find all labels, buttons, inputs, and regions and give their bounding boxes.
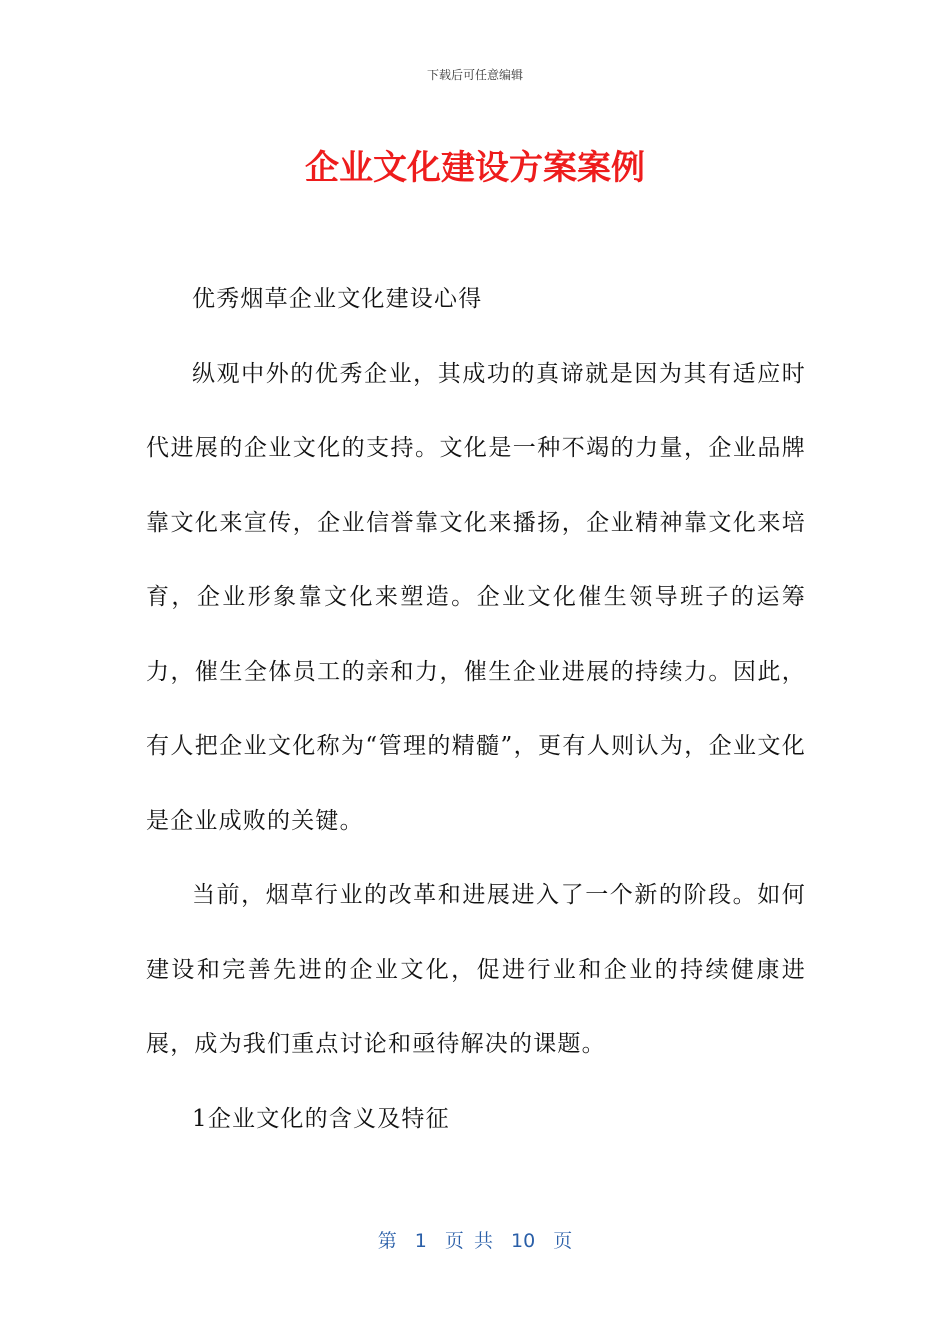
paragraph-1: 纵观中外的优秀企业，其成功的真谛就是因为其有适应时代进展的企业文化的支持。文化是一种不竭的力量，企业品牌靠文化来宣传，企业信誉靠文化来播扬，企业精神靠文化来培育，企业形象靠文化来塑造。企业文化催生领导班子的运筹力，催生全体员工的亲和力，催生企业进展的持续力。因此，有人把企业文化称为“管理的精髓”，更有人则认为，企业文化是企业成败的关键。	[146, 360, 806, 834]
page-label-suffix: 页	[553, 1230, 573, 1252]
current-page-number: 1	[414, 1230, 427, 1252]
document-title: 企业文化建设方案案例	[305, 148, 645, 188]
paragraph-2: 当前，烟草行业的改革和进展进入了一个新的阶段。如何建设和完善先进的企业文化，促进行业和企业的持续健康进展，成为我们重点讨论和亟待解决的课题。	[146, 882, 806, 1057]
header-note: 下载后可任意编辑	[426, 68, 523, 82]
total-pages-number: 10	[511, 1230, 536, 1252]
page-label-mid: 页 共	[444, 1230, 493, 1252]
section-heading: 1企业文化的含义及特征	[192, 1105, 450, 1132]
page-footer	[0, 1226, 950, 1253]
paragraph-subtitle: 优秀烟草企业文化建设心得	[192, 286, 483, 312]
page-label-prefix: 第	[377, 1230, 397, 1252]
document-body	[146, 262, 806, 1156]
